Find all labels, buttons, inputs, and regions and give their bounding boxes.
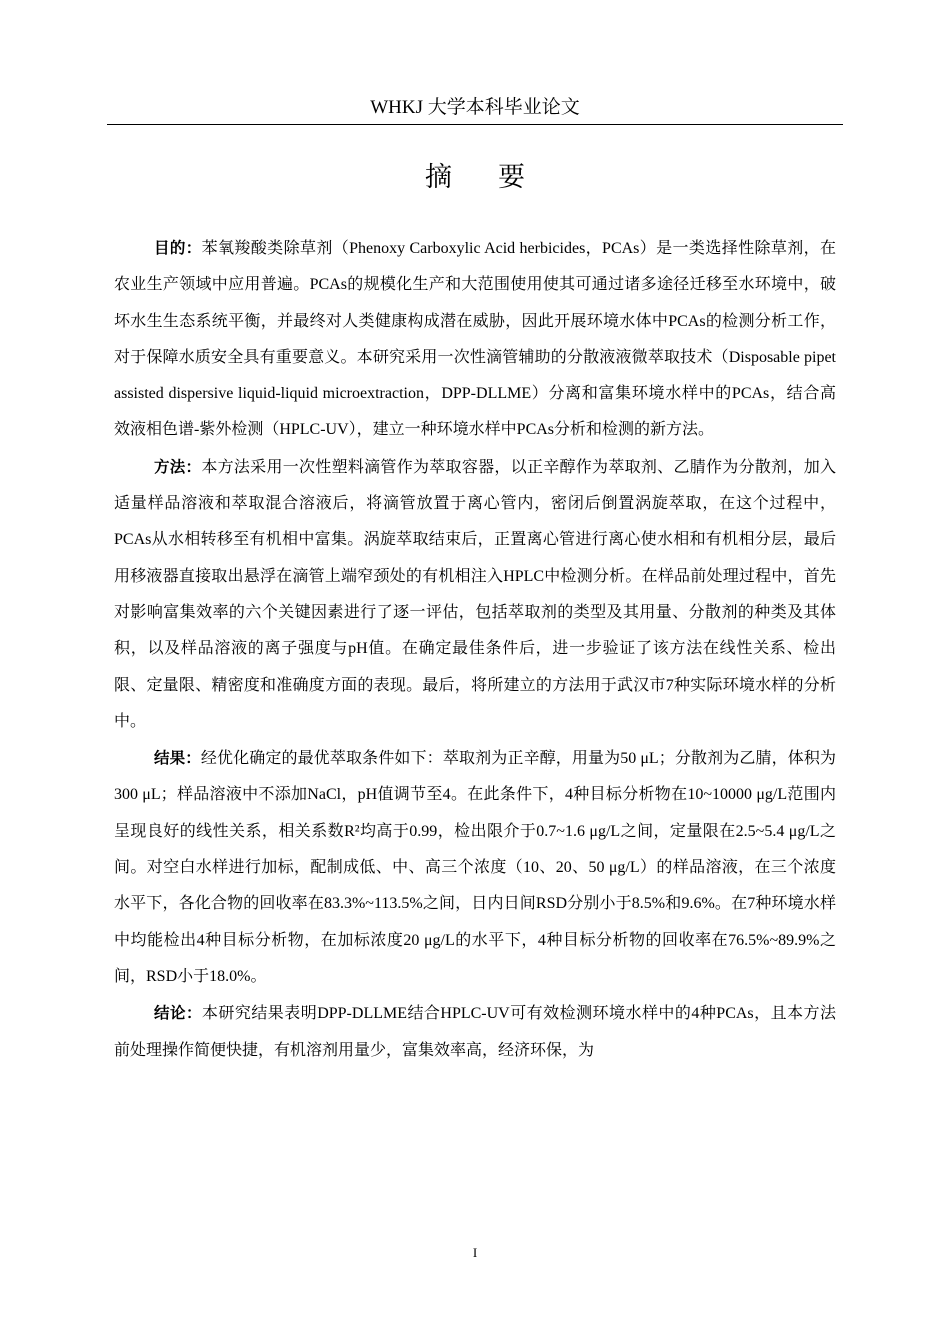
label-conclusion: 结论： [154, 1004, 202, 1023]
label-results: 结果： [154, 749, 201, 768]
running-header: WHKJ 大学本科毕业论文 [370, 97, 580, 118]
abstract-body [114, 230, 836, 1069]
paragraph-method [114, 449, 836, 740]
page-number: I [472, 1245, 478, 1260]
text-results: 经优化确定的最优萃取条件如下：萃取剂为正辛醇，用量为50 μL；分散剂为乙腈，体积为300 μL；样品溶液中不添加NaCl，pH值调节至4。在此条件下，4种目标分析物在10~10000 μg/L范围内呈现良好的线性关系，相关系数R²均高于0.99，检出限介于0.7~1.6 μg/L之间，定量限在2.5~5.4 μg/L之间。对空白水样进行加标，配制成低、中、高三个浓度（10、20、50 μg/L）的样品溶液，在三个浓度水平下，各化合物的回收率在83.3%~113.5%之间，日内日间RSD分别小于8.5%和9.6%。在7种环境水样中均能检出4种目标分析物，在加标浓度20 μg/L的水平下，4种目标分析物的回收率在76.5%~89.9%之间，RSD小于18.0%。 [114, 750, 836, 985]
paragraph-purpose [114, 230, 836, 449]
label-purpose: 目的： [154, 239, 202, 257]
paragraph-conclusion [114, 995, 836, 1069]
paragraph-results [114, 740, 836, 995]
text-conclusion: 本研究结果表明DPP-DLLME结合HPLC-UV可有效检测环境水样中的4种PCAs，且本方法前处理操作简便快捷，有机溶剂用量少，富集效率高，经济环保，为 [114, 1005, 836, 1059]
text-purpose: 苯氧羧酸类除草剂（Phenoxy Carboxylic Acid herbicides，PCAs）是一类选择性除草剂，在农业生产领域中应用普遍。PCAs的规模化生产和大范围使用使其可通过诸多途径迁移至水环境中，破坏水生生态系统平衡，并最终对人类健康构成潜在威胁，因此开展环境水体中PCAs的检测分析工作，对于保障水质安全具有重要意义。本研究采用一次性滴管辅助的分散液液微萃取技术（Disposable pipet assisted dispersive liquid-liquid microextraction，DPP-DLLME）分离和富集环境水样中的PCAs，结合高效液相色谱-紫外检测（HPLC-UV），建立一种环境水样中PCAs分析和检测的新方法。 [114, 240, 836, 439]
text-method: 本方法采用一次性塑料滴管作为萃取容器，以正辛醇作为萃取剂、乙腈作为分散剂，加入适量样品溶液和萃取混合溶液后，将滴管放置于离心管内，密闭后倒置涡旋萃取，在这个过程中，PCAs从水相转移至有机相中富集。涡旋萃取结束后，正置离心管进行离心使水相和有机相分层，最后用移液器直接取出悬浮在滴管上端窄颈处的有机相注入HPLC中检测分析。在样品前处理过程中，首先对影响富集效率的六个关键因素进行了逐一评估，包括萃取剂的类型及其用量、分散剂的种类及其体积，以及样品溶液的离子强度与pH值。在确定最佳条件后，进一步验证了该方法在线性关系、检出限、定量限、精密度和准确度方面的表现。最后，将所建立的方法用于武汉市7种实际环境水样的分析中。 [114, 458, 836, 730]
abstract-title: 摘要 [425, 162, 571, 193]
label-method: 方法： [154, 457, 202, 476]
header-rule [107, 124, 843, 125]
